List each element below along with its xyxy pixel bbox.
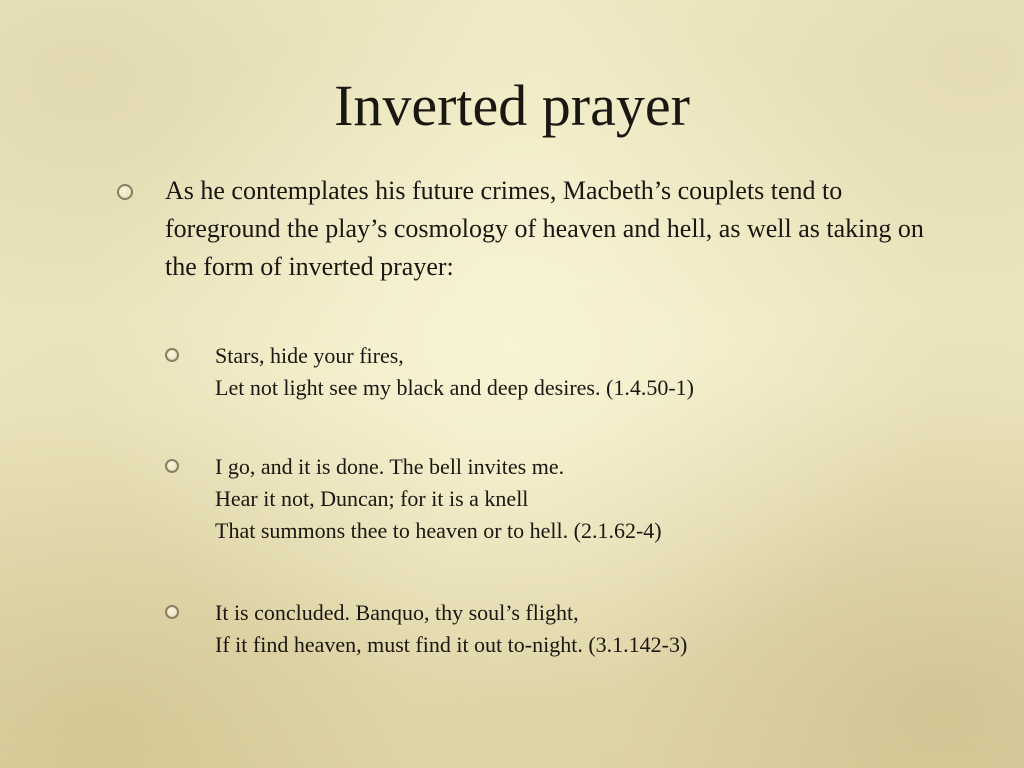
quote-text [215, 340, 855, 404]
quote-line: Let not light see my black and deep desires. (1.4.50-1) [215, 375, 694, 400]
bullet-circle-icon [165, 348, 179, 362]
bullet-circle-icon [165, 605, 179, 619]
quote-line: Hear it not, Duncan; for it is a knell [215, 486, 529, 511]
quote-line: It is concluded. Banquo, thy soul’s flight, [215, 600, 579, 625]
quote-text [215, 451, 855, 547]
slide-title: Inverted prayer [334, 73, 690, 138]
quote-line: That summons thee to heaven or to hell. (2.1.62-4) [215, 518, 662, 543]
quote-text [215, 597, 855, 661]
quote-line: Stars, hide your fires, [215, 343, 404, 368]
bullet-circle-icon [117, 184, 133, 200]
bullet-circle-icon [165, 459, 179, 473]
quote-line: I go, and it is done. The bell invites me. [215, 454, 565, 479]
main-bullet-text: As he contemplates his future crimes, Macbeth’s couplets tend to foreground the play’s cosmology of heaven and hell, as well as taking on the form of inverted prayer: [165, 176, 924, 281]
quote-line: If it find heaven, must find it out to-night. (3.1.142-3) [215, 632, 688, 657]
